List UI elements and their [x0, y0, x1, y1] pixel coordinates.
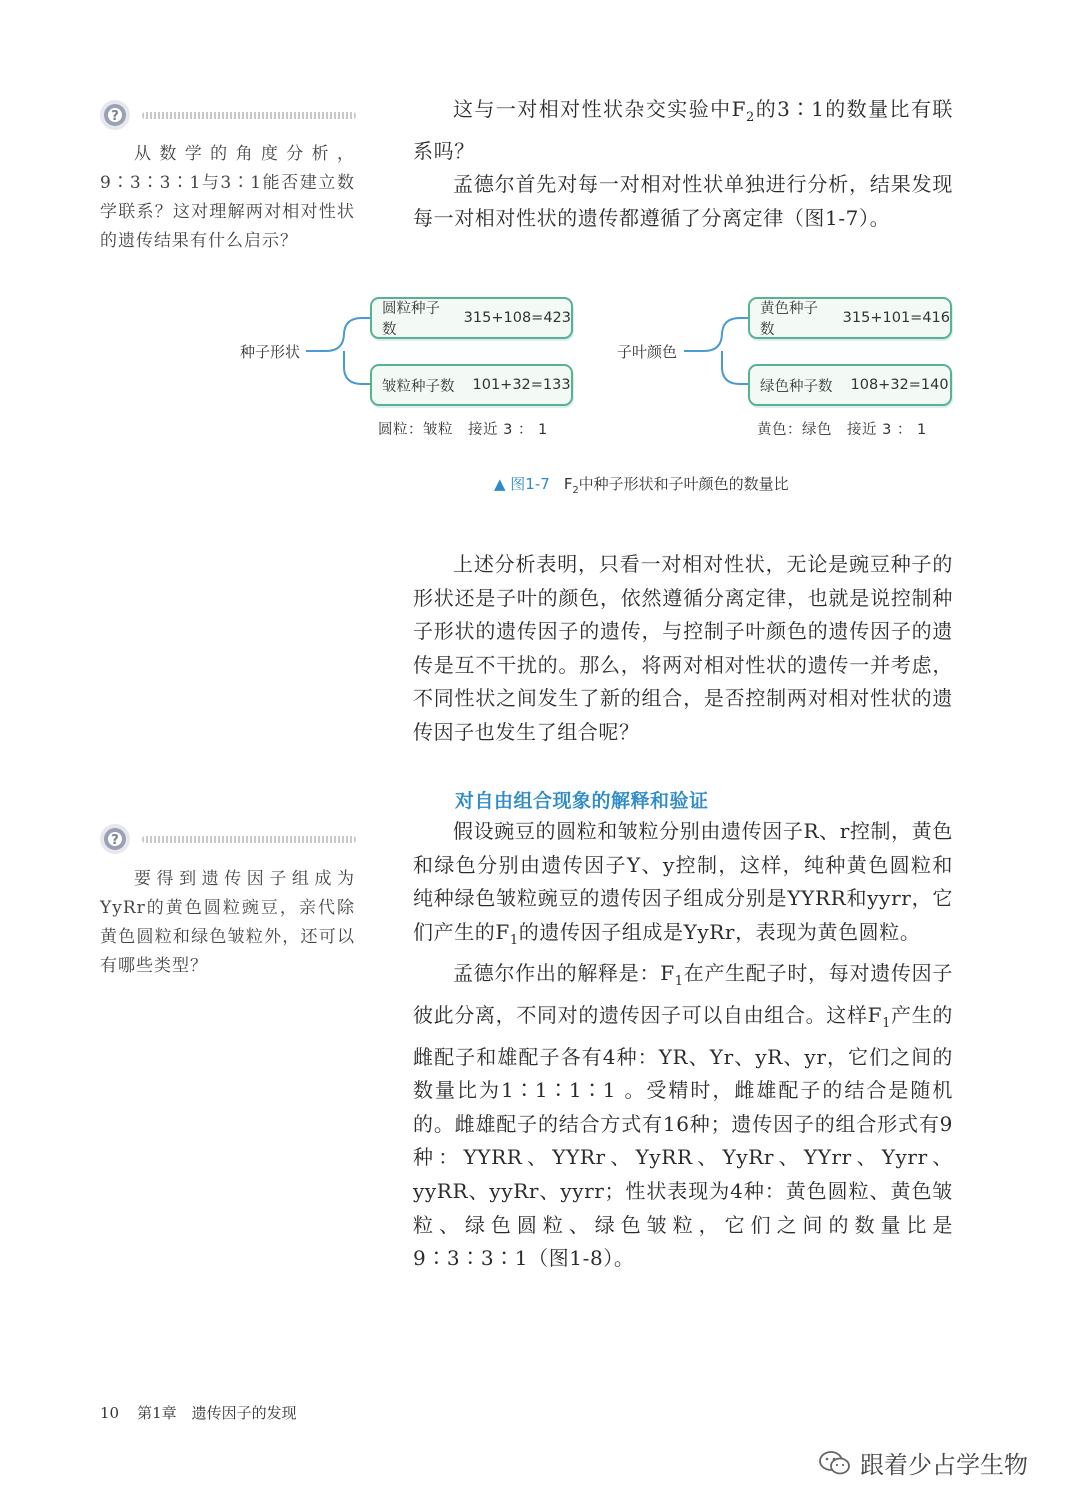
- question-bubble-icon: [98, 98, 132, 132]
- section-title: 对自由组合现象的解释和验证: [455, 790, 709, 812]
- paragraph-5: 孟德尔作出的解释是：$F_1$在产生配子时，每对遗传因子彼此分离，不同对的遗传因子可以自由组合。这样$F_1$产生的雌配子和雄配子各有4种：YR、Yr、yR、yr，它们之间的数量比为1∶1∶1∶1 。受精时，雌雄配子的结合是随机的。雌雄配子的结合方式有16种；遗传因子的组合形式有9种：YYRR、YYRr、YyRR、YyRr、YYrr、Yyrr、yyRR、yyRr、yyrr；性状表现为4种：黄色圆粒、黄色皱粒、绿色圆粒、绿色皱粒，它们之间的数量比是9∶3∶3∶1（图1-8）。: [413, 961, 953, 1271]
- paragraph-1: 这与一对相对性状杂交实验中$F_2$的3∶1的数量比有联系吗？: [413, 97, 953, 163]
- trait-label-seed-shape: 种子形状: [240, 343, 301, 361]
- ratio-cotyledon-color: 黄色：绿色 接近 3 ： 1: [757, 422, 927, 438]
- paragraph-4: 假设豌豆的圆粒和皱粒分别由遗传因子R、r控制，黄色和绿色分别由遗传因子Y、y控制，这样，纯种黄色圆粒和纯种绿色皱粒豌豆的遗传因子组成分别是YYRR和yyrr，它们产生的$F_1$的遗传因子组成是YyRr，表现为黄色圆粒。: [413, 819, 953, 948]
- main-text-bottom: [413, 815, 953, 1276]
- chapter-title: 第1章 遗传因子的发现: [137, 1404, 297, 1422]
- question-bubble-icon: [98, 822, 132, 856]
- box-wrinkled-seeds: 皱粒种子数 101+32=133: [370, 364, 573, 406]
- paragraph-3: 上述分析表明，只看一对相对性状，无论是豌豆种子的形状还是子叶的颜色，依然遵循分离定律，也就是说控制种子形状的遗传因子的遗传，与控制子叶颜色的遗传因子的遗传是互不干扰的。那么，将两对相对性状的遗传一并考虑，不同性状之间发生了新的组合，是否控制两对相对性状的遗传因子也发生了组合呢？: [413, 552, 953, 744]
- box-green-seeds: 绿色种子数 108+32=140: [748, 364, 952, 406]
- figure-number: ▲ 图1-7: [494, 475, 550, 493]
- page-number: 10: [100, 1404, 120, 1422]
- note-divider: [142, 112, 356, 119]
- main-text-top: [413, 93, 953, 235]
- paragraph-2: 孟德尔首先对每一对相对性状单独进行分析，结果发现每一对相对性状的遗传都遵循了分离定律（图1-7）。: [413, 172, 953, 230]
- main-text-middle: [413, 548, 953, 750]
- svg-text:?: ?: [111, 833, 119, 848]
- svg-text:?: ?: [111, 109, 119, 124]
- side-note-2: [98, 822, 360, 860]
- side-note-1-text: 从数学的角度分析，9∶3∶3∶1与3∶1能否建立数学联系？这对理解两对相对性状的遗传结果有什么启示？: [100, 144, 355, 251]
- trait-label-cotyledon-color: 子叶颜色: [617, 343, 678, 361]
- box-yellow-seeds: 黄色种子数 315+101=416: [748, 297, 952, 339]
- watermark-text: 跟着少占学生物: [860, 1451, 1028, 1479]
- wechat-icon: [818, 1449, 852, 1477]
- figure-1-7: [0, 285, 1080, 505]
- note-divider: [142, 836, 356, 843]
- ratio-seed-shape: 圆粒：皱粒 接近 3 ： 1: [378, 422, 548, 438]
- side-note-1: [98, 98, 360, 136]
- page-footer: [100, 1402, 297, 1423]
- wechat-watermark: [818, 1445, 1028, 1480]
- figure-caption: ▲ 图1-7 $F_2$中种子形状和子叶颜色的数量比: [494, 475, 789, 496]
- side-note-2-text: 要得到遗传因子组成为YyRr的黄色圆粒豌豆，亲代除黄色圆粒和绿色皱粒外，还可以有哪些类型？: [100, 869, 355, 976]
- box-round-seeds: 圆粒种子数 315+108=423: [370, 297, 573, 339]
